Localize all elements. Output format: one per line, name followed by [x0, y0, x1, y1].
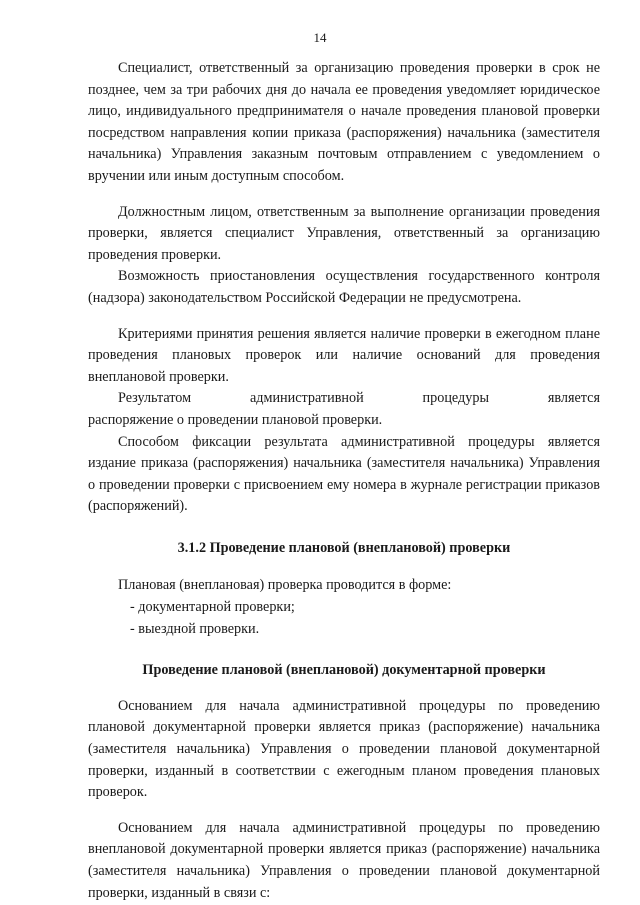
paragraph-result-line1: Результатом административной процедуры является — [118, 390, 600, 407]
paragraph-suspension: Возможность приостановления осуществления государственного контроля (надзора) законодательством Российской Федерации не предусмотрена. — [88, 268, 600, 306]
page-content — [88, 58, 600, 904]
paragraph-unplanned-basis: Основанием для начала административной процедуры по проведению внеплановой документарной проверки является приказ (распоряжение) начальника (заместителя начальника) Управления о проведении плановой документарной проверки, изданный в связи с: — [88, 819, 600, 901]
paragraph-inspection-form: Плановая (внеплановая) проверка проводится в форме: — [118, 577, 452, 594]
page-number: 14 — [313, 30, 327, 45]
subsection-heading: Проведение плановой (внеплановой) документарной проверки — [142, 662, 546, 679]
paragraph-notification: Специалист, ответственный за организацию проведения проверки в срок не позднее, чем за три рабочих дня до начала ее проведения уведомляет юридическое лицо, индивидуального предпринимателя о начале проведения плановой проверки посредством направления копии приказа (распоряжения) начальника (заместителя начальника) Управления заказным почтовым отправлением с уведомлением о вручении или иным доступным способом. — [88, 60, 600, 184]
section-heading: 3.1.2 Проведение плановой (внеплановой) проверки — [177, 539, 511, 556]
list-item-onsite: - выездной проверки. — [130, 620, 260, 637]
paragraph-result-line2: распоряжение о проведении плановой проверки. — [88, 411, 383, 428]
list-item-documentary: - документарной проверки; — [130, 599, 295, 616]
paragraph-responsible-official: Должностным лицом, ответственным за выполнение организации проведения проверки, является специалист Управления, ответственный за организацию проведения проверки. — [88, 203, 600, 263]
paragraph-criteria: Критериями принятия решения является наличие проверки в ежегодном плане проведения плановых проверок или наличие оснований для проведения внеплановой проверки. — [88, 325, 600, 385]
paragraph-fixation-method: Способом фиксации результата административной процедуры является издание приказа (распоряжения) начальника (заместителя начальника) Управления о проведении проверки с присвоением ему номера в журнале регистрации приказов (распоряжений). — [88, 433, 600, 515]
paragraph-planned-basis: Основанием для начала административной процедуры по проведению плановой документарной проверки является приказ (распоряжение) начальника (заместителя начальника) Управления о проведении плановой документарной проверки, изданный в соответствии с ежегодным планом проведения плановых проверок. — [88, 697, 600, 801]
